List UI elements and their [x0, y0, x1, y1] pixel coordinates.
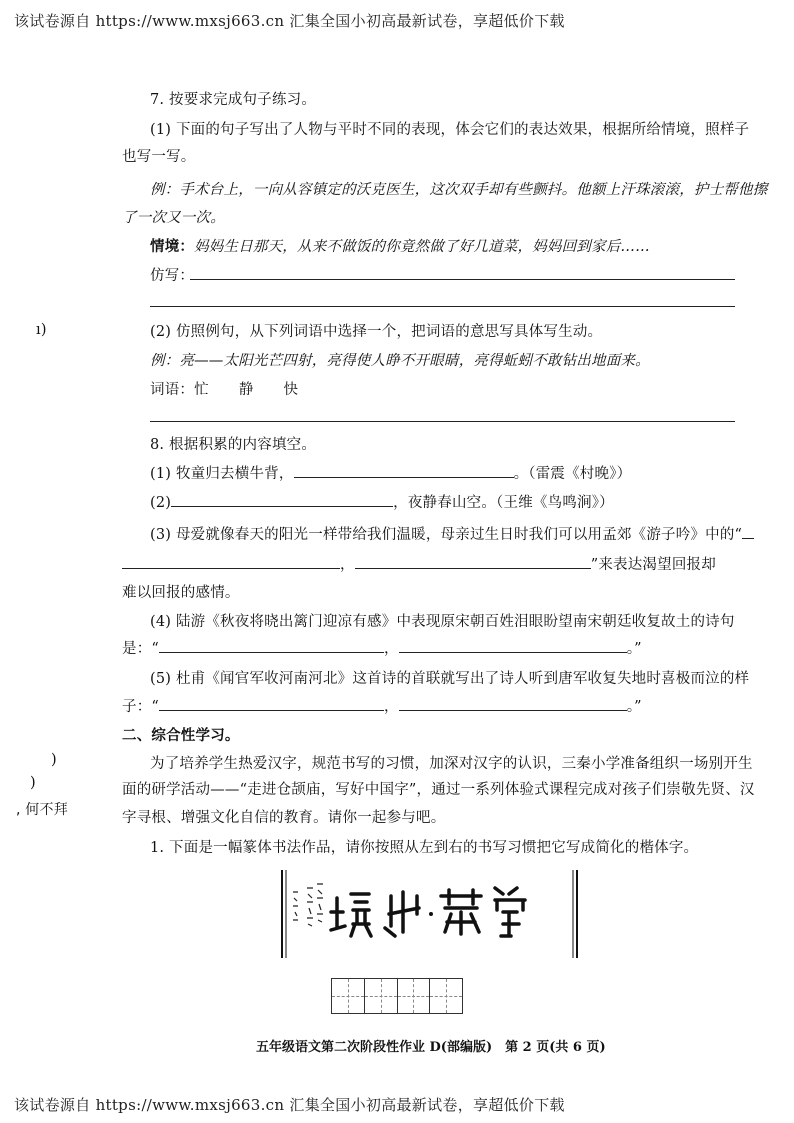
blank-field[interactable]: [159, 697, 384, 711]
margin-mark: , 何不拜: [16, 802, 68, 818]
q7-part1-line2: 也写一写。: [122, 149, 196, 165]
watermark-top: 该试卷源自 https://www.mxsj663.cn 汇集全国小初高最新试卷，享超低价下载: [14, 12, 565, 30]
q7-part1-line1: (1) 下面的句子写出了人物与平时不同的表现，体会它们的表达效果，根据所给情境，照样子: [150, 122, 750, 138]
q7-example2: 例：亮——太阳光芒四射，亮得使人睁不开眼睛，亮得蚯蚓不敢钻出地面来。: [150, 353, 650, 369]
q8-title: 8. 根据积累的内容填空。: [150, 437, 317, 453]
blank-field[interactable]: [399, 639, 627, 653]
q7-title: 7. 按要求完成句子练习。: [150, 92, 317, 108]
q8-item4-line1: (4) 陆游《秋夜将晓出篱门迎凉有感》中表现原宋朝百姓泪眼盼望南宋朝廷收复故土的诗句: [150, 614, 735, 630]
q7-scene: [150, 235, 650, 256]
scene-label: 情境：: [150, 238, 195, 255]
answer-line[interactable]: [190, 279, 735, 280]
q8-item2: (2) ，夜静春山空。（王维《鸟鸣涧》）: [150, 495, 614, 511]
words-row: [150, 378, 298, 399]
q8-item3-line3: 难以回报的感情。: [122, 585, 240, 601]
q7-example1-line1: 例：手术台上，一向从容镇定的沃克医生，这次双手却有些颤抖。他额上汗珠滚滚，护士帮他擦: [150, 182, 768, 198]
page-footer: 五年级语文第二次阶段性作业 D(部编版) 第 2 页(共 6 页): [256, 1040, 606, 1055]
word-3: 快: [283, 382, 299, 398]
q8-item1: (1) 牧童归去横牛背， 。（雷震《村晚》）: [150, 466, 632, 482]
grid-cell-3[interactable]: [398, 979, 431, 1013]
writing-grid[interactable]: [331, 978, 463, 1014]
watermark-bottom: 该试卷源自 https://www.mxsj663.cn 汇集全国小初高最新试卷，享超低价下载: [14, 1096, 565, 1114]
blank-field[interactable]: [159, 639, 384, 653]
q8-item3-line1: (3) 母爱就像春天的阳光一样带给我们温暖，母亲过生日时我们可以用孟郊《游子吟》中的“: [150, 523, 754, 544]
q8-item5-line2: 子：“ ， 。”: [122, 699, 642, 715]
section2-intro-line2: 面的研学活动——“走进仓颉庙，写好中国字”，通过一系列体验式课程完成对孩子们崇敬先贤、汉: [122, 782, 755, 798]
word-1: 忙: [194, 382, 209, 398]
margin-mark: ı): [36, 322, 47, 338]
word-2: 静: [238, 382, 254, 398]
margin-mark: ): [30, 775, 36, 791]
calligraphy-image: [281, 866, 579, 962]
imitate-label: 仿写：: [150, 268, 195, 284]
seal-script-calligraphy: [281, 866, 579, 962]
blank-field[interactable]: [399, 697, 627, 711]
q8-item3-line2: ， ”来表达渴望回报却: [122, 553, 716, 574]
blank-field[interactable]: [294, 464, 514, 478]
section2-heading: 二、综合性学习。: [122, 727, 240, 744]
q8-item5-line1: (5) 杜甫《闻官军收河南河北》这首诗的首联就写出了诗人听到唐军收复失地时喜极而泣的样: [150, 671, 750, 687]
grid-cell-4[interactable]: [430, 979, 462, 1013]
section2-intro-line3: 字寻根、增强文化自信的教育。请你一起参与吧。: [122, 810, 446, 826]
section2-q1: 1. 下面是一幅篆体书法作品，请你按照从左到右的书写习惯把它写成简化的楷体字。: [150, 840, 699, 856]
blank-field[interactable]: [171, 493, 393, 507]
scene-text: 妈妈生日那天，从来不做饭的你竟然做了好几道菜，妈妈回到家后……: [194, 239, 650, 255]
words-label: 词语：: [150, 382, 195, 398]
grid-cell-2[interactable]: [365, 979, 398, 1013]
q7-part2: (2) 仿照例句，从下列词语中选择一个，把词语的意思写具体写生动。: [150, 324, 603, 340]
blank-field[interactable]: [355, 555, 591, 569]
q7-example1-line2: 了一次又一次。: [122, 210, 225, 226]
answer-line[interactable]: [150, 421, 735, 422]
section2-intro-line1: 为了培养学生热爱汉字，规范书写的习惯，加深对汉字的认识，三秦小学准备组织一场别开生: [150, 756, 753, 772]
q8-item4-line2: 是：“ ， 。”: [122, 641, 642, 657]
answer-line[interactable]: [150, 306, 735, 307]
blank-field[interactable]: [742, 525, 754, 539]
margin-mark: ): [51, 752, 57, 768]
grid-cell-1[interactable]: [332, 979, 365, 1013]
blank-field[interactable]: [122, 555, 340, 569]
